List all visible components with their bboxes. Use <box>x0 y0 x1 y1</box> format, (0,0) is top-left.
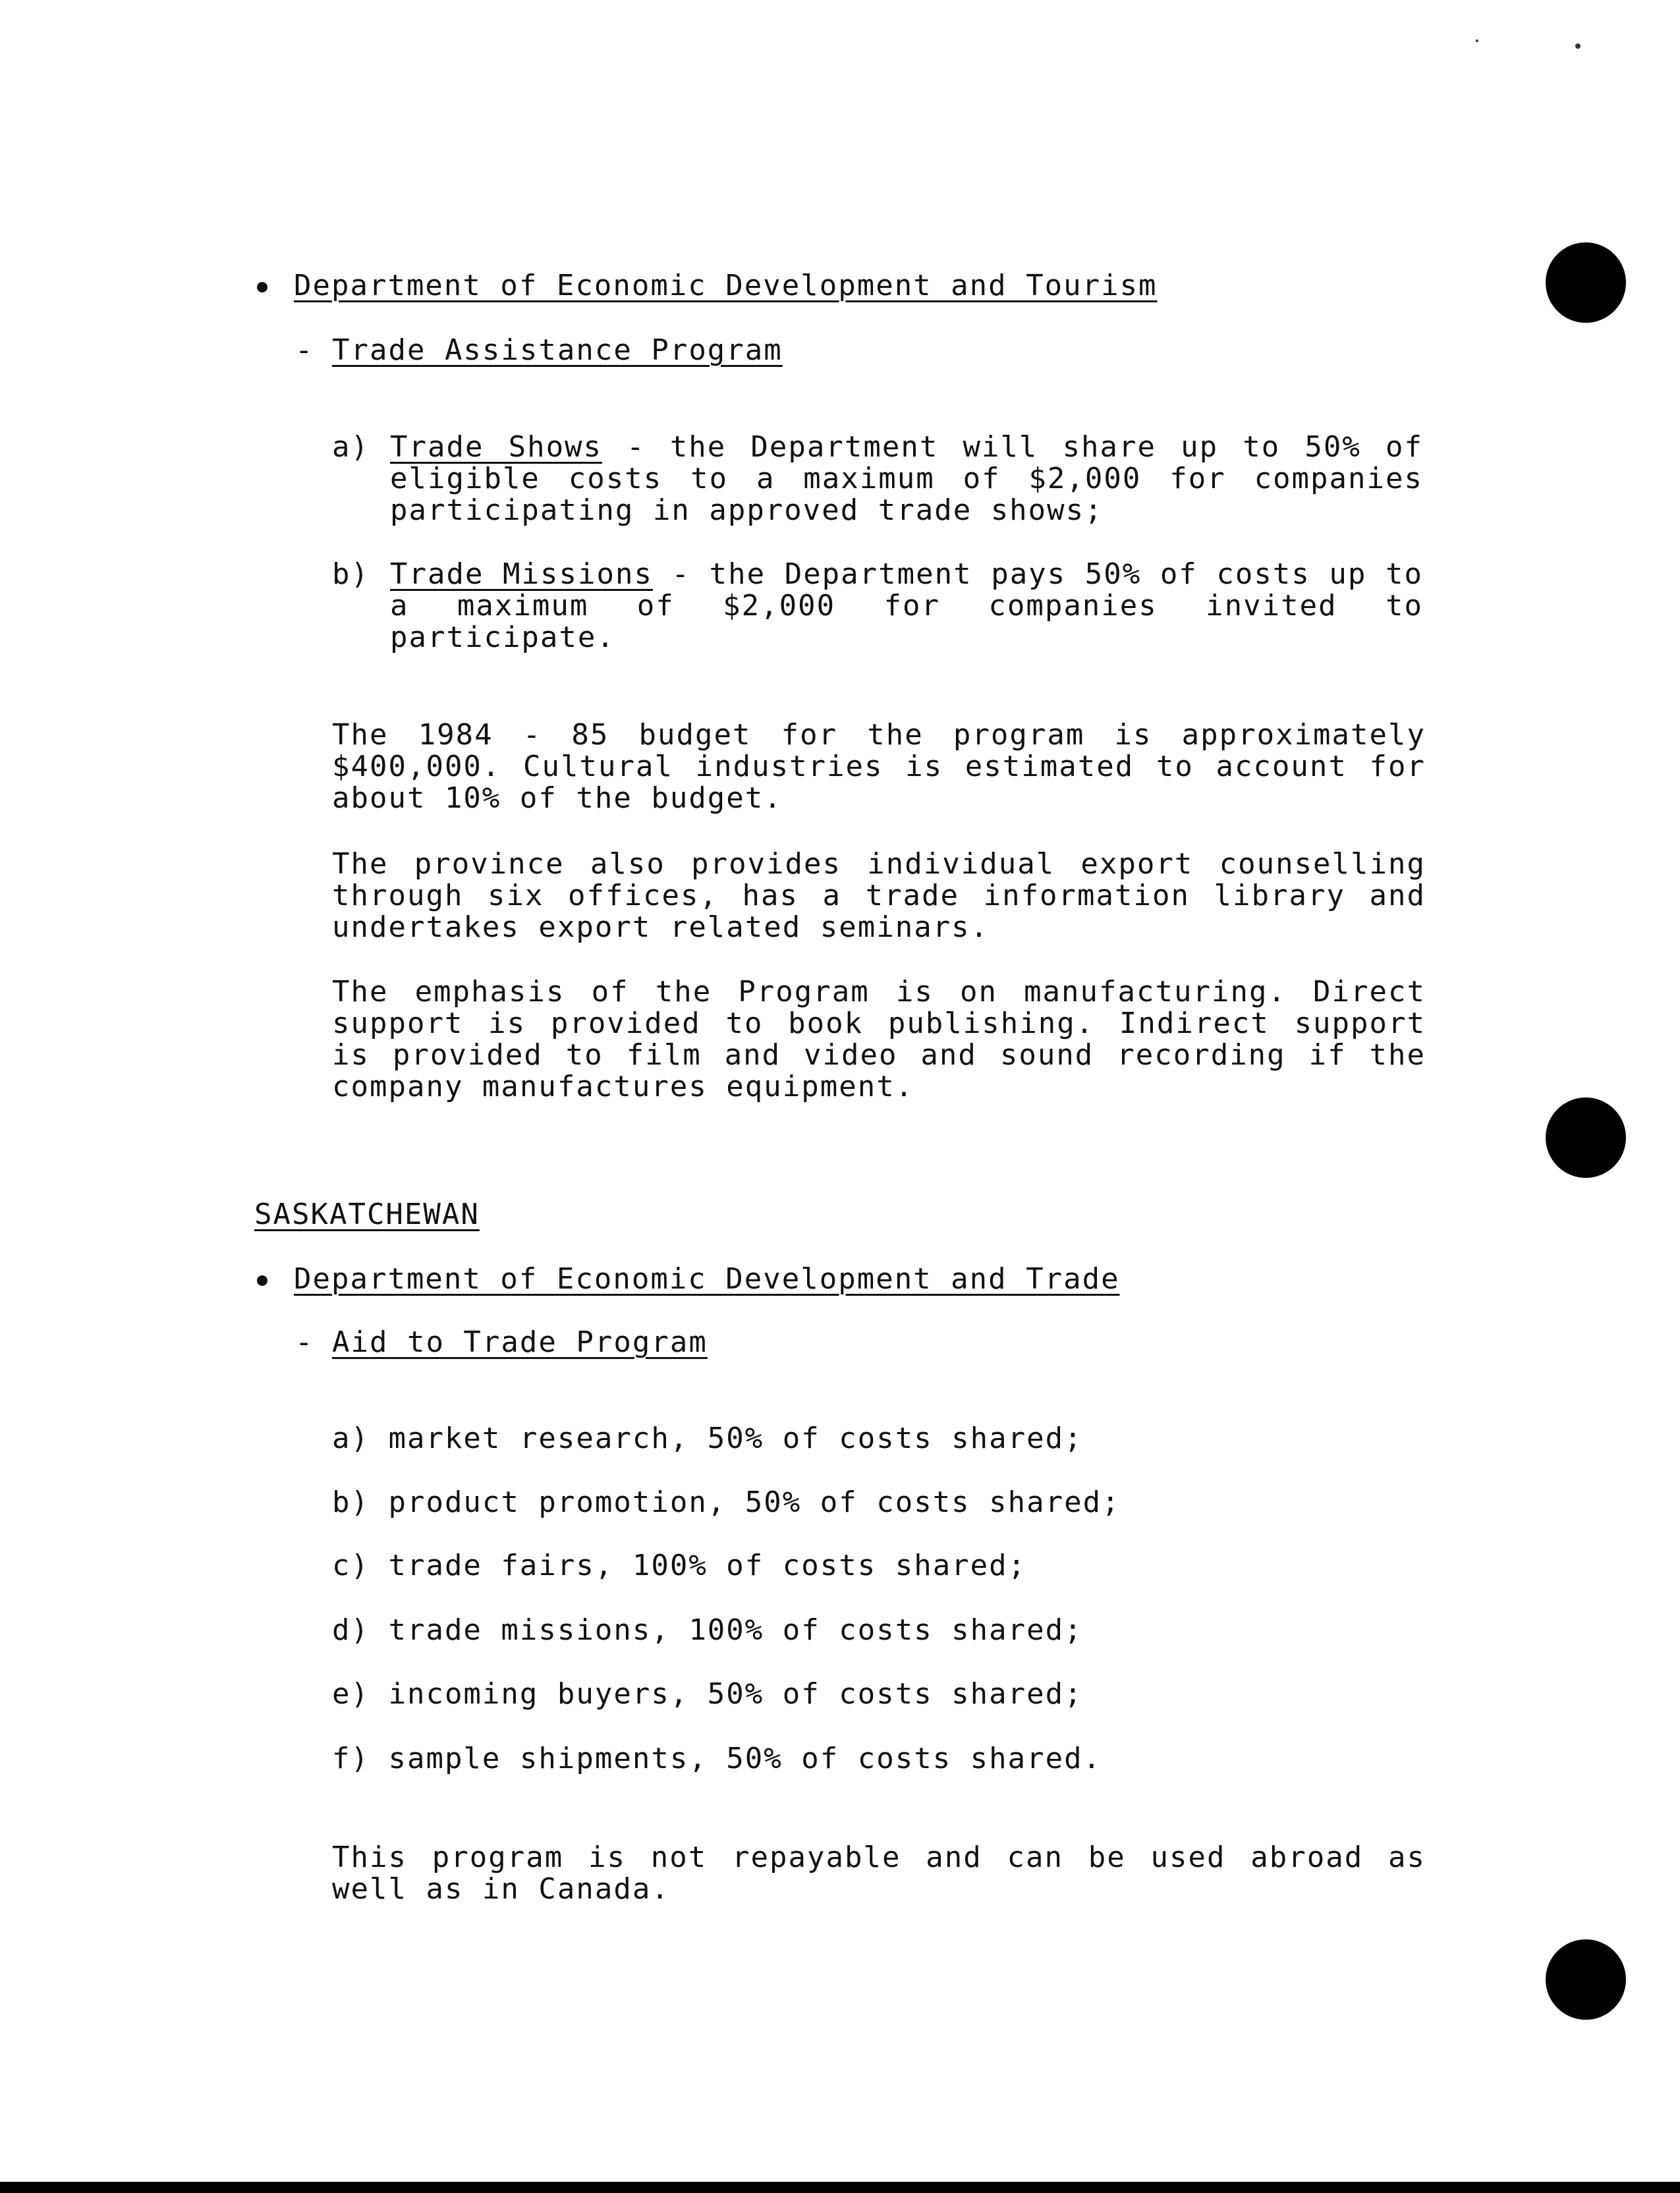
bullet-icon <box>257 282 267 292</box>
list-item: e) incoming buyers, 50% of costs shared; <box>332 1677 1083 1711</box>
department-title: Department of Economic Development and Tourism <box>294 269 1158 302</box>
list-item: a) market research, 50% of costs shared; <box>332 1422 1083 1455</box>
list-item-marker: b) <box>332 557 370 591</box>
punch-hole-middle <box>1546 1097 1626 1178</box>
bullet-icon <box>257 1275 267 1286</box>
dash-marker: - <box>295 333 314 367</box>
scan-speck <box>1575 43 1581 49</box>
counselling-paragraph: The province also provides individual export counselling through six offices, has a trade information library and undertakes export related seminars. <box>332 847 1426 944</box>
emphasis-paragraph: The emphasis of the Program is on manufacturing. Direct support is provided to book publishing. Indirect support is provided to film and video and sound recording if the company manufactures equipment. <box>332 975 1426 1103</box>
scan-bottom-edge <box>0 2182 1680 2193</box>
item-label: Trade Missions <box>390 557 653 591</box>
item-label: Trade Shows <box>390 430 603 464</box>
list-item: f) sample shipments, 50% of costs shared. <box>332 1742 1102 1775</box>
list-item: b) product promotion, 50% of costs shared; <box>332 1485 1121 1519</box>
list-item: c) trade fairs, 100% of costs shared; <box>332 1549 1027 1582</box>
item-text: - the Department pays 50% of costs up to a maximum of $2,000 for companies invited to participate. <box>390 557 1423 654</box>
list-item: d) trade missions, 100% of costs shared; <box>332 1613 1083 1647</box>
list-item <box>390 559 1423 653</box>
punch-hole-top <box>1546 242 1626 323</box>
list-item-marker: a) <box>332 430 370 464</box>
program-title: Aid to Trade Program <box>332 1325 708 1359</box>
punch-hole-bottom <box>1546 1939 1626 2020</box>
province-heading: SASKATCHEWAN <box>254 1198 480 1231</box>
program-title: Trade Assistance Program <box>332 333 783 367</box>
department-title: Department of Economic Development and Trade <box>294 1262 1120 1296</box>
dash-marker: - <box>295 1325 314 1359</box>
scan-speck <box>1476 40 1478 42</box>
list-item <box>390 431 1423 526</box>
budget-paragraph: The 1984 - 85 budget for the program is approximately $400,000. Cultural industries is estimated to account for about 10% of the budget. <box>332 718 1426 815</box>
closing-paragraph: This program is not repayable and can be used abroad as well as in Canada. <box>332 1841 1426 1906</box>
item-text: - the Department will share up to 50% of eligible costs to a maximum of $2,000 for companies participating in approved trade shows; <box>390 430 1423 527</box>
